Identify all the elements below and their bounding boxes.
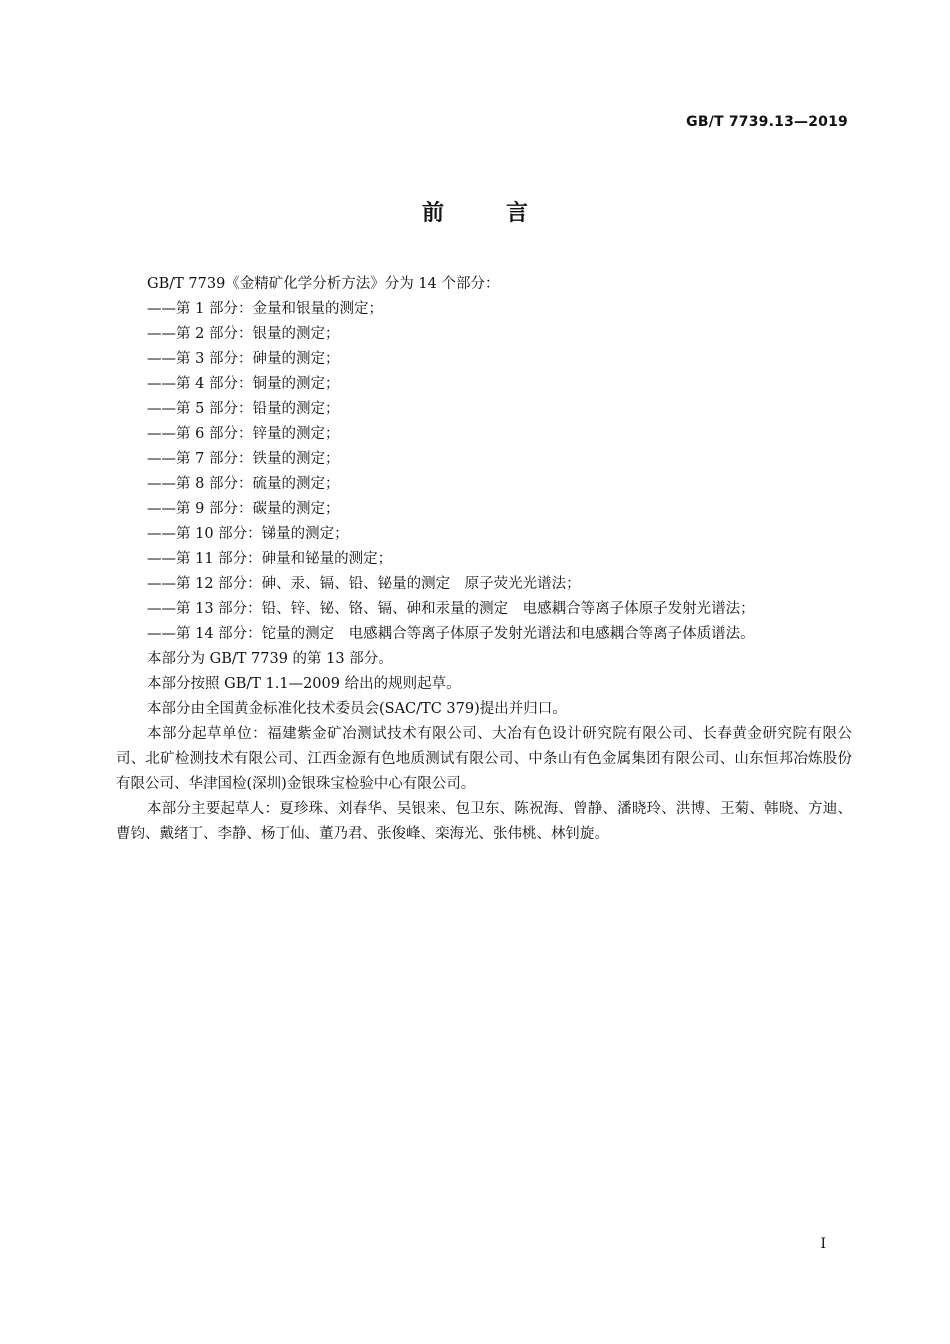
list-item: ——第 13 部分：铅、锌、铋、铬、镉、砷和汞量的测定 电感耦合等离子体原子发射光谱法； [147, 601, 755, 617]
list-item: ——第 11 部分：砷量和铋量的测定； [147, 551, 393, 567]
drafters: 本部分主要起草人：夏珍珠、刘春华、吴银来、包卫东、陈祝海、曾静、潘晓玲、洪博、王菊、韩晓、方迪、曹钧、戴绪丁、李静、杨丁仙、董乃君、张俊峰、栾海光、张伟桃、林钊旋。 [116, 801, 852, 842]
proposer-statement: 本部分由全国黄金标准化技术委员会(SAC/TC 379)提出并归口。 [147, 701, 567, 717]
list-item: ——第 4 部分：铜量的测定； [147, 376, 340, 392]
list-item: ——第 3 部分：砷量的测定； [147, 351, 340, 367]
list-item: ——第 8 部分：硫量的测定； [147, 476, 340, 492]
list-item: ——第 6 部分：锌量的测定； [147, 426, 340, 442]
foreword-body [116, 272, 852, 847]
page-number: I [820, 1236, 826, 1252]
drafting-rules: 本部分按照 GB/T 1.1—2009 给出的规则起草。 [147, 676, 461, 692]
list-item: ——第 7 部分：铁量的测定； [147, 451, 340, 467]
standard-number: GB/T 7739.13—2019 [686, 114, 848, 130]
drafting-units: 本部分起草单位：福建紫金矿冶测试技术有限公司、大冶有色设计研究院有限公司、长春黄金研究院有限公司、北矿检测技术有限公司、江西金源有色地质测试有限公司、中条山有色金属集团有限公司、山东恒邦冶炼股份有限公司、华津国检(深圳)金银珠宝检验中心有限公司。 [116, 726, 852, 792]
intro-paragraph: GB/T 7739《金精矿化学分析方法》分为 14 个部分： [147, 276, 500, 292]
part-statement: 本部分为 GB/T 7739 的第 13 部分。 [147, 651, 393, 667]
list-item: ——第 9 部分：碳量的测定； [147, 501, 340, 517]
list-item: ——第 14 部分：铊量的测定 电感耦合等离子体原子发射光谱法和电感耦合等离子体质谱法。 [147, 626, 755, 642]
page-title: 前言 [421, 201, 590, 226]
list-item: ——第 12 部分：砷、汞、镉、铅、铋量的测定 原子荧光光谱法； [147, 576, 581, 592]
list-item: ——第 1 部分：金量和银量的测定； [147, 301, 383, 317]
list-item: ——第 5 部分：铅量的测定； [147, 401, 340, 417]
list-item: ——第 10 部分：锑量的测定； [147, 526, 349, 542]
list-item: ——第 2 部分：银量的测定； [147, 326, 340, 342]
